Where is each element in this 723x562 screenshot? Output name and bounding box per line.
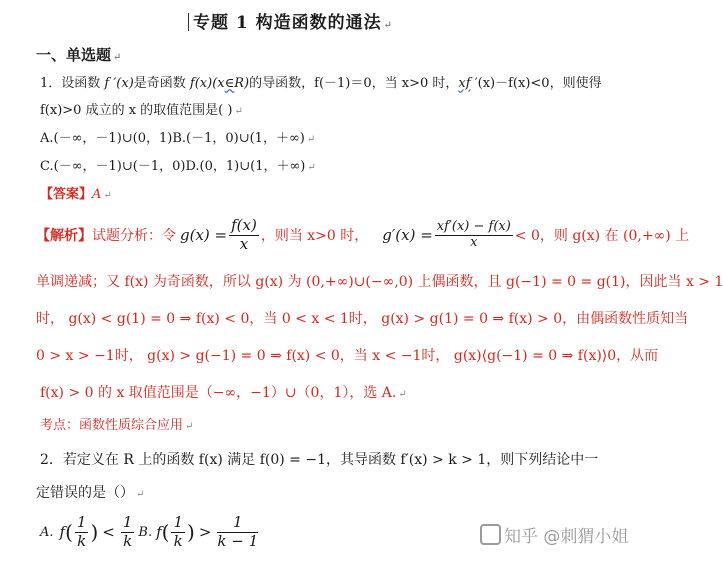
analysis-line5: f(x) > 0 的 x 取值范围是（−∞，−1）∪（0，1），选 A. ↵ bbox=[40, 385, 407, 401]
zhihu-logo-icon bbox=[480, 524, 501, 545]
page-title: 专题 1 构造函数的通法 ↵ bbox=[188, 8, 393, 33]
q1-options-ab: A.(－∞，－1)∪(0，1)B.(－1，0)∪(1，＋∞) ↵ bbox=[40, 131, 316, 146]
answer-label: 【答案】 bbox=[40, 187, 93, 202]
q2-options: A. f ( $\frac{1}{k}$ ) < $\frac{1}{k}$ B. f ( $\frac{1}{k}$ ) > $\frac{1}{k - 1}$ bbox=[40, 513, 259, 550]
q2-line2: 定错误的是（） ↵ bbox=[36, 485, 145, 501]
option-c: C.(－∞，－1)∪(－1，0) bbox=[40, 159, 186, 174]
q1-line1: 1．设函数 f ′(x)是奇函数 f(x)(x∈R)的导函数，f(－1)＝0，当 x>0 时，xf ′(x)－f(x)<0，则使得 bbox=[40, 76, 602, 91]
fraction-derivative: $\frac{xf'(x) - f(x)}{x}$ bbox=[436, 218, 511, 250]
q1-line2: f(x)>0 成立的 x 的取值范围是( ) ↵ bbox=[40, 103, 243, 118]
option-d: D.(0，1)∪(1，＋∞) bbox=[185, 159, 306, 174]
kaodian-line: 考点：函数性质综合应用 ↵ bbox=[40, 418, 194, 433]
q1-options-cd: C.(－∞，－1)∪(－1，0)D.(0，1)∪(1，＋∞) ↵ bbox=[40, 159, 316, 174]
option-a: A.(－∞，－1)∪(0，1) bbox=[40, 131, 173, 146]
q2-line1: 2．若定义在 R 上的函数 f(x) 满足 f(0) = −1，其导函数 f′(x) > k > 1，则下列结论中一 bbox=[40, 452, 599, 468]
answer-line: 【答案】A ↵ bbox=[40, 187, 112, 202]
analysis-line3: 时， g(x) < g(1) = 0 ⇒ f(x) < 0，当 0 < x < 1时， g(x) > g(1) = 0 ⇒ f(x) > 0，由偶函数性质知当 bbox=[36, 311, 689, 327]
q2-option-b-label: B. bbox=[138, 524, 153, 540]
watermark: 知乎 @刺猬小姐 bbox=[480, 522, 628, 547]
analysis-label: 【解析】 bbox=[36, 228, 92, 244]
q2-option-a-label: A. bbox=[40, 524, 54, 540]
option-b: B.(－1，0)∪(1，＋∞) bbox=[172, 131, 305, 146]
answer-value: A bbox=[92, 187, 102, 202]
analysis-line2: 单调递减；又 f(x) 为奇函数，所以 g(x) 为 (0,+∞)∪(−∞,0) 上偶函数，且 g(−1) = 0 = g(1)，因此当 x > 1 bbox=[36, 274, 723, 290]
cursor-bar bbox=[188, 13, 189, 31]
analysis-line1: 【解析】 试题分析：令 g(x) = $\frac{f(x)}{x}$ ，则当 x>0 时， g′(x) = $\frac{xf'(x) - f(x)}{x}$ < 0，则 g(x) 在 (0,+∞) 上 bbox=[36, 216, 690, 253]
section-heading: 一、单选题 ↵ bbox=[36, 46, 122, 64]
fraction-fx-over-x: $\frac{f(x)}{x}$ bbox=[231, 216, 257, 253]
analysis-line4: 0 > x > −1时， g(x) > g(−1) = 0 ⇒ f(x) < 0，当 x < −1时， g(x)⟨g(−1) = 0 ⇒ f(x)⟩0，从而 bbox=[36, 348, 659, 364]
